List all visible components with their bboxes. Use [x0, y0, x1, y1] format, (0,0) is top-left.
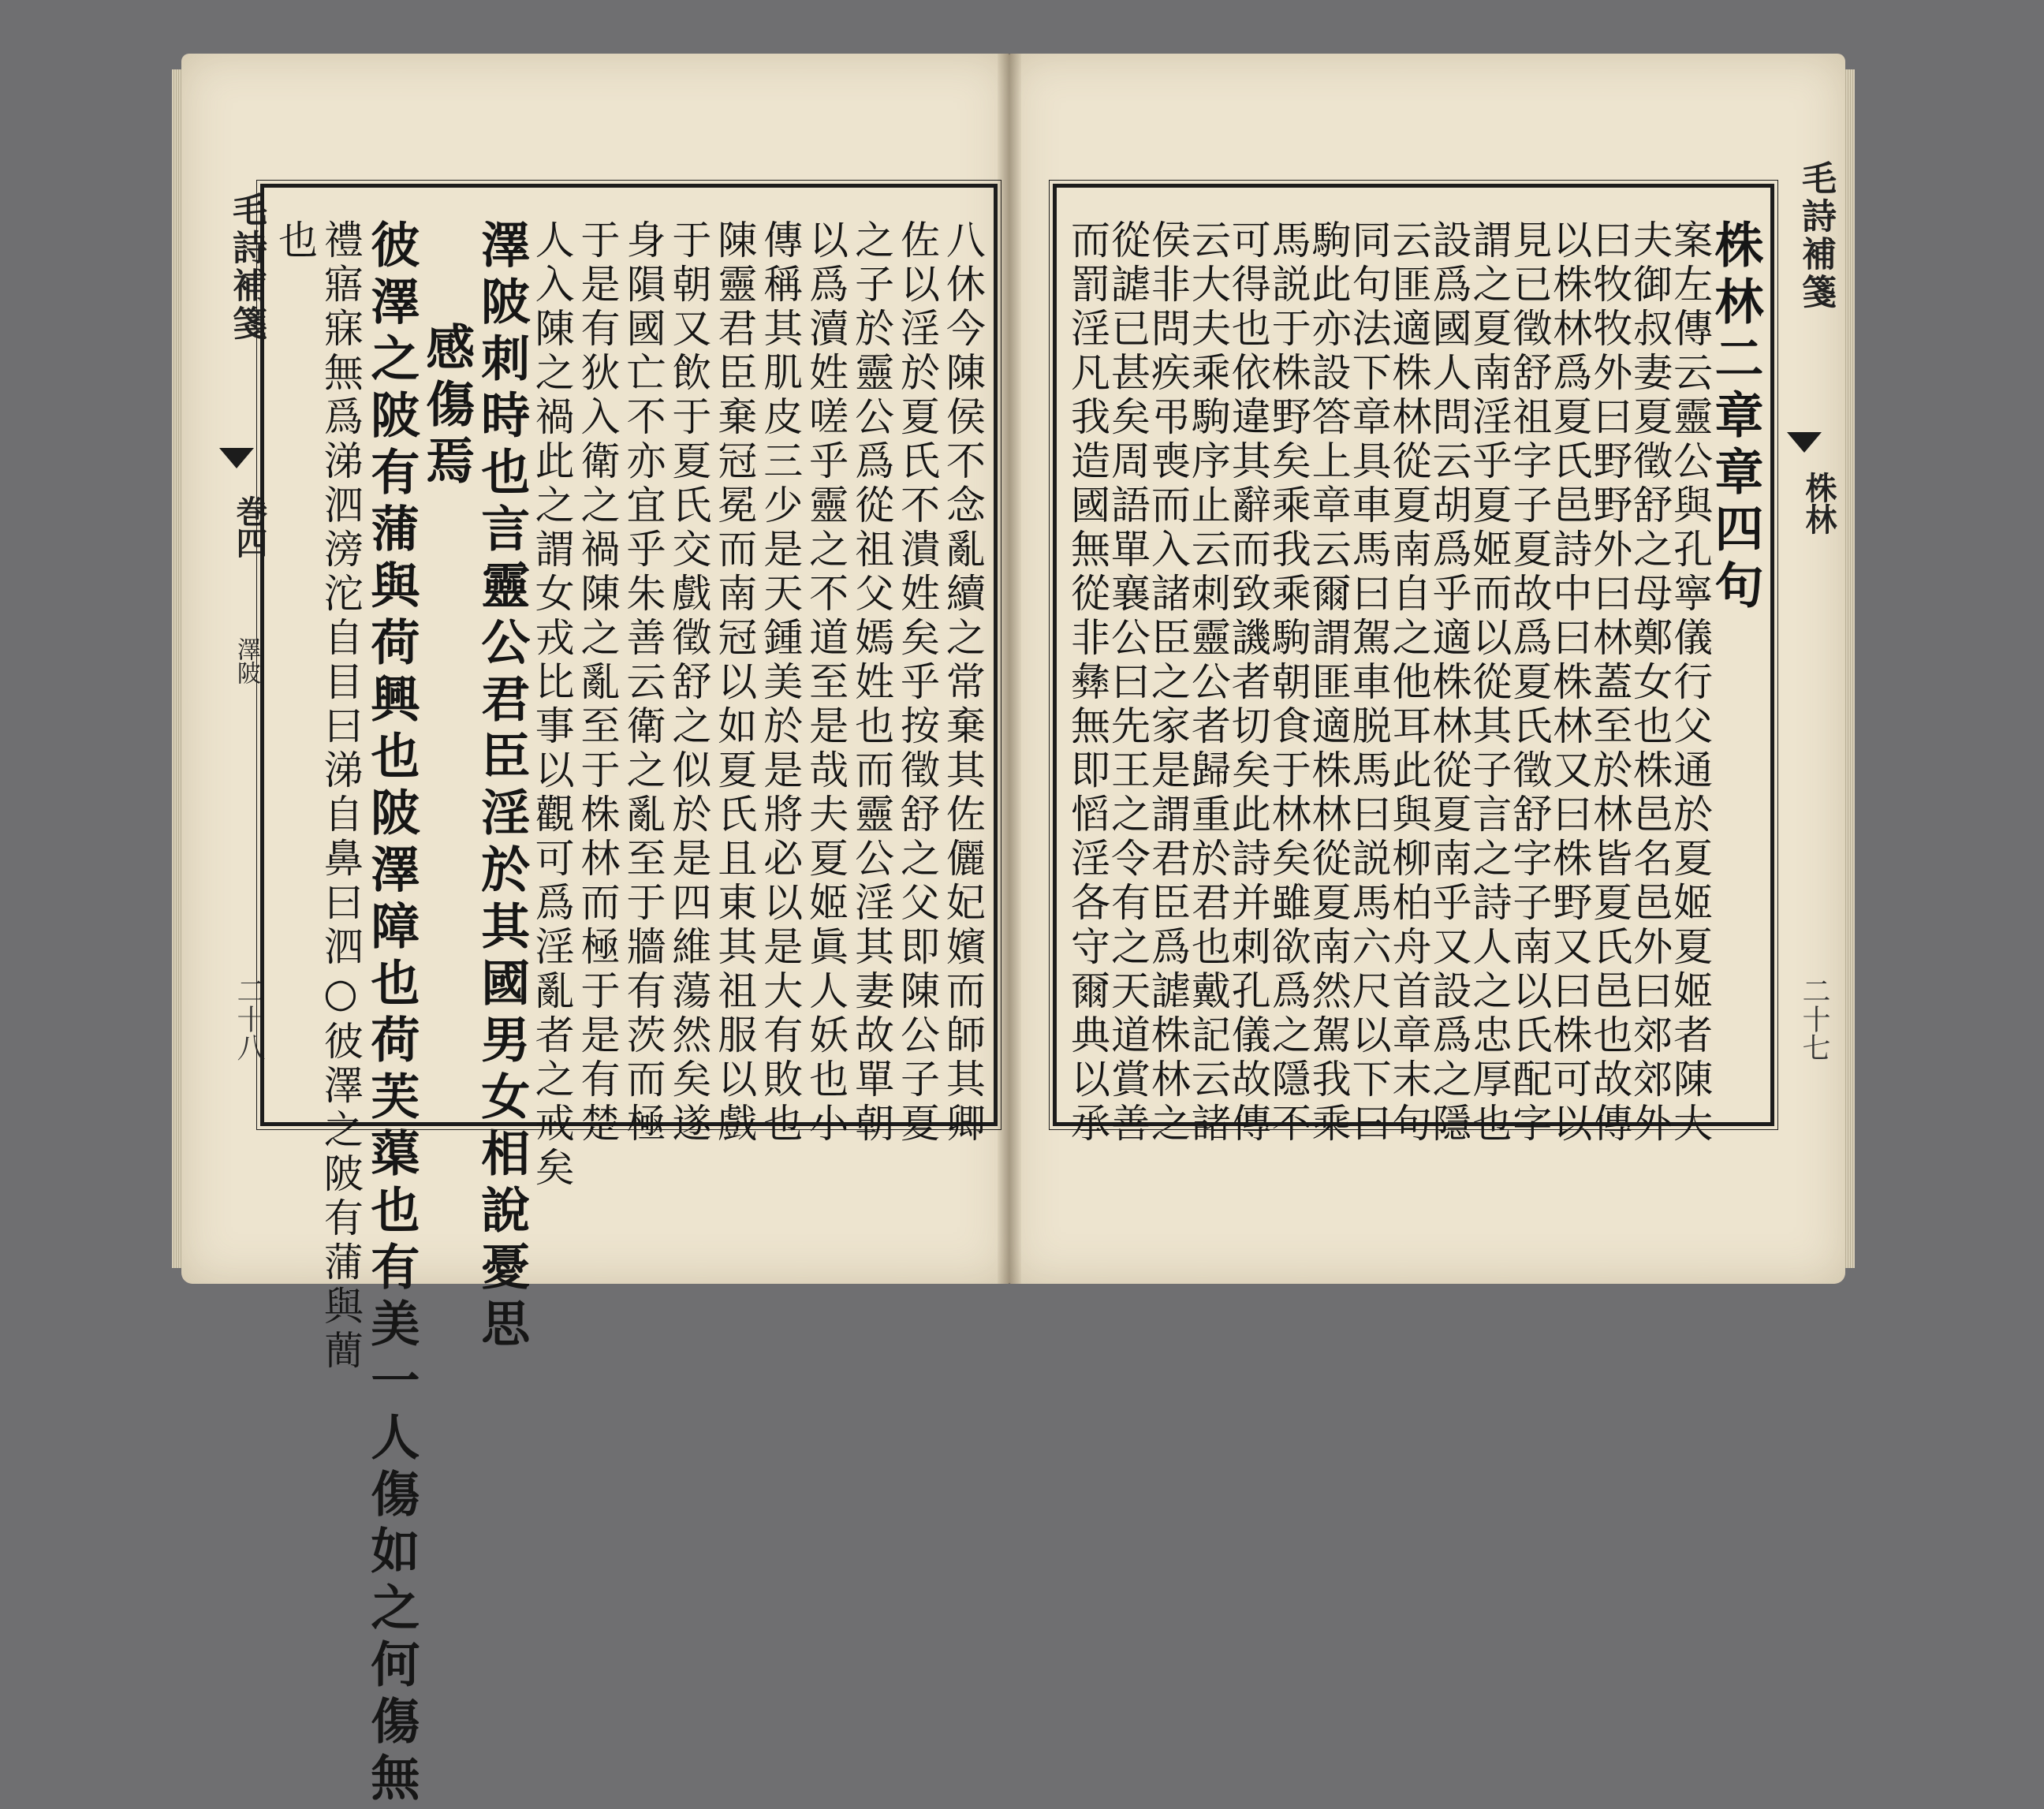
- left-margin-section: 澤陂: [233, 637, 260, 684]
- text-column: 株林二章章四句: [1706, 219, 1764, 617]
- text-column: 身隕國亡不亦宜乎朱善云衛之亂至于牆有茨而極: [620, 219, 666, 1147]
- text-column: 佐以淫於夏氏不潰姓矣乎按徵舒之父即陳公子夏: [893, 219, 940, 1147]
- left-text-columns: [264, 188, 994, 1809]
- left-page: [181, 54, 1009, 1809]
- right-page: [1009, 54, 1845, 1284]
- text-column: 禮寤寐無爲涕泗滂沱自目曰涕自鼻曰泗○彼澤之陂有蒲與蕳: [317, 219, 364, 1374]
- right-folio: 二十七: [1798, 976, 1830, 1061]
- text-column: 馬説于株野矣乘我乘駒朝食于林矣雖欲爲之隱不: [1265, 219, 1311, 1147]
- text-column: 設爲國人問云胡爲乎適株林從夏南乎又設爲之隱: [1426, 219, 1472, 1147]
- text-column: 見已徵舒祖字子夏故爲夏氏徵舒字子南以氏配字: [1506, 219, 1553, 1147]
- text-column: 感傷焉: [417, 322, 476, 492]
- text-column: 而罰淫凡我造國無從非彝無即慆淫各守爾典以承: [1065, 219, 1110, 1147]
- page-edge-right: [1844, 69, 1855, 1268]
- text-column: 駒此亦設答上章云爾謂匪適株林從夏南然駕我乘: [1305, 219, 1352, 1147]
- text-column: 云匪適株林從夏南自之他耳此與柳柏舟首章末句: [1386, 219, 1432, 1147]
- fish-tail-mark-right: [1787, 432, 1822, 453]
- text-column: 之子於靈公爲從祖父嫣姓也而靈公淫其妻故單朝: [849, 219, 895, 1147]
- text-column: 澤陂刺時也言靈公君臣淫於其國男女相說憂思: [472, 219, 531, 1355]
- right-margin-title: 毛詩補箋: [1796, 160, 1836, 311]
- right-text-columns: [1057, 188, 1770, 1147]
- fish-tail-mark-left: [219, 448, 254, 468]
- text-column: 以株林爲夏氏邑詩中曰株林又曰株野又曰株可以: [1546, 219, 1593, 1147]
- text-column: 于朝又飲于夏氏交戲徵舒之似於是四維蕩然矣遂: [666, 219, 712, 1147]
- left-text-frame: [260, 184, 998, 1809]
- text-column: 同句法下章具車馬曰駕車脱馬曰説馬六尺以下曰: [1345, 219, 1392, 1147]
- text-column: 可得也依違其辭而致譏者切矣此詩并刺孔儀故傳: [1225, 219, 1271, 1147]
- text-column: 夫御叔妻夏徵舒之母鄭女也株邑名邑外曰郊郊外: [1627, 219, 1673, 1147]
- text-column: 云大夫乘駒序止云刺靈公者歸重於君也戴記云諸: [1184, 219, 1231, 1147]
- open-book: [181, 54, 1845, 1809]
- text-column: 人入陳之禍此之謂女戎比事以觀可爲淫亂者之戒矣: [528, 219, 575, 1191]
- book-gutter: [998, 54, 1021, 1284]
- text-column: 陳靈君臣棄冠冕而南冠以如夏氏且東其祖服以戲: [711, 219, 758, 1147]
- text-column: 侯非問疾弔喪而入諸臣之家是謂君臣爲謔株林之: [1144, 219, 1191, 1147]
- text-column: 曰牧牧外曰野野外曰林蓋至於林皆夏氏邑也故傳: [1587, 219, 1633, 1147]
- text-column: 于是有狄入衛之禍陳之亂至于株林而極于是有楚: [574, 219, 621, 1147]
- right-text-frame: [1053, 184, 1774, 1147]
- text-column: 以爲瀆姓嗟乎靈之不道至是哉夫夏姬眞人妖也小: [803, 219, 849, 1147]
- text-column: 八休今陳侯不念亂續之常棄其佐儷妃嬪而師其卿: [939, 219, 986, 1147]
- text-column: 案左傳云靈公與孔寧儀行父通於夏姬夏姬者陳大: [1667, 219, 1714, 1147]
- text-column: 彼澤之陂有蒲與荷興也陂澤障也荷芙蕖也有美一人傷如之何傷無: [362, 219, 420, 1809]
- left-margin-volume: 巻四: [231, 495, 268, 558]
- text-column: 傳稱其肌皮三少是天鍾美於是將必以是大有敗也: [757, 219, 804, 1147]
- left-margin-title: 毛詩補箋: [226, 192, 267, 343]
- text-column: 謂之夏南淫乎夏姬而以從其子言之詩人之忠厚也: [1466, 219, 1512, 1147]
- text-column: 也: [272, 219, 318, 263]
- text-column: 從謔已甚矣周語單襄公曰先王之令有之天道賞善: [1104, 219, 1151, 1147]
- left-folio: 二十八: [233, 976, 265, 1061]
- right-margin-section: 株林: [1800, 472, 1837, 535]
